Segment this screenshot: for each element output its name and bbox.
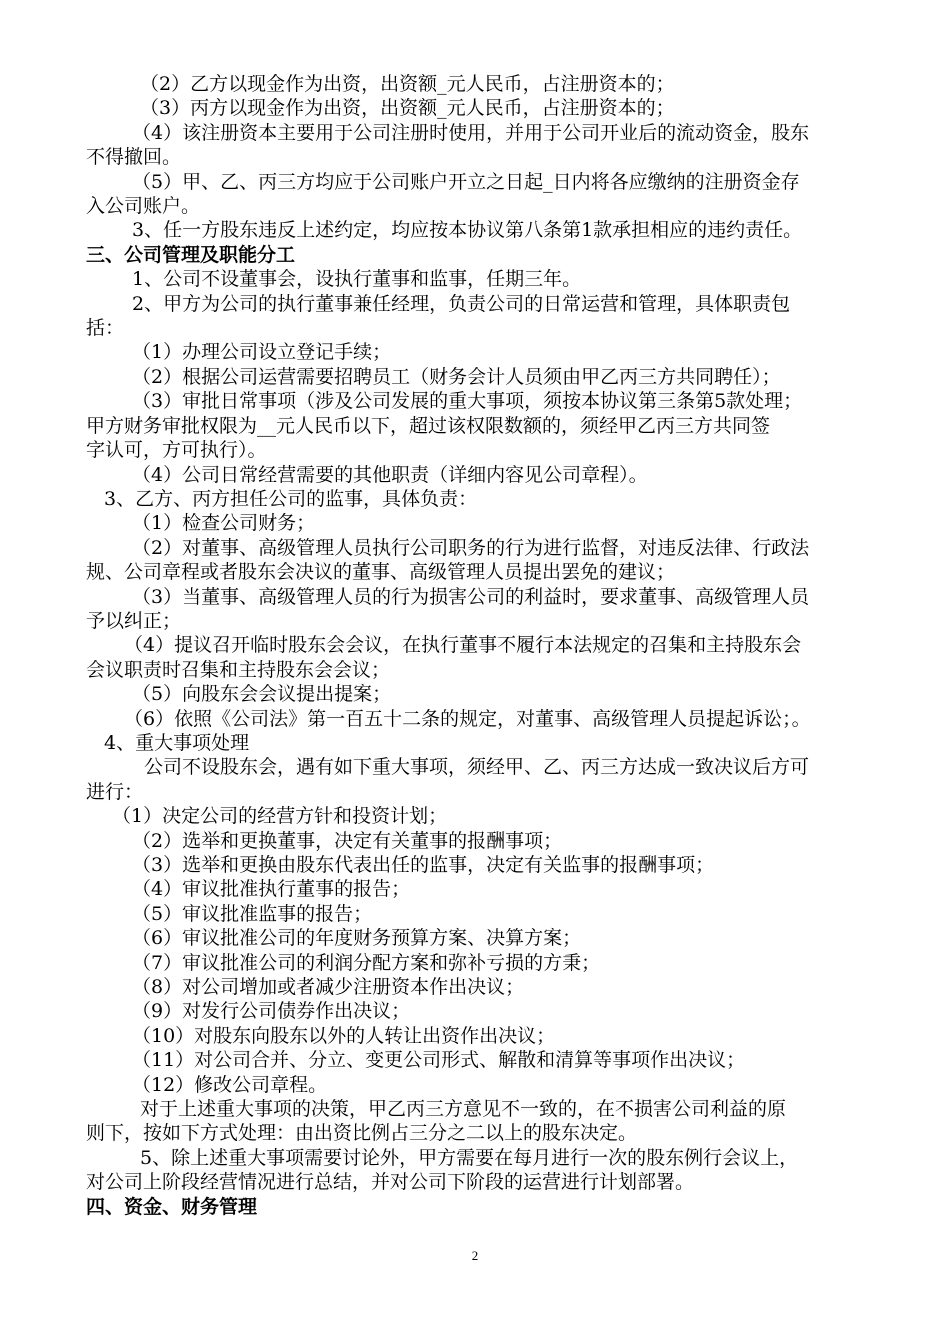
text-line: （1）办理公司设立登记手续； [132,341,392,364]
text-line: （3）选举和更换由股东代表出任的监事，决定有关监事的报酬事项； [132,854,715,876]
text-line: （3）审批日常事项（涉及公司发展的重大事项，须按本协议第三条第5款处理； [132,390,803,413]
text-line: （5）向股东会会议提出提案； [132,683,392,706]
text-line: 予以纠正； [86,609,182,632]
text-line: （2）选举和更换董事，决定有关董事的报酬事项； [132,829,563,852]
text-line: 括： [86,317,125,340]
text-line: （2）对董事、高级管理人员执行公司职务的行为进行监督，对违反法律、行政法 [132,536,810,559]
text-line: （6）依照《公司法》第一百五十二条的规定，对董事、高级管理人员提起诉讼；。 [124,707,811,730]
text-line: （4）提议召开临时股东会会议，在执行董事不履行本法规定的召集和主持股东会 [124,634,802,657]
text-line: （4）该注册资本主要用于公司注册时使用，并用于公司开业后的流动资金，股东 [132,121,810,144]
page-number: 2 [471,1248,479,1263]
text-line: （7）审议批准公司的利润分配方案和弥补亏损的方秉； [132,951,601,974]
text-line: 3、任一方股东违反上述约定，均应按本协议第八条第1款承担相应的违约责任。 [132,219,803,242]
text-line: （5）审议批准监事的报告； [132,902,373,925]
text-line: （2）根据公司运营需要招聘员工（财务会计人员须由甲乙丙三方共同聘任）； [132,365,781,388]
text-line: 2、甲方为公司的执行董事兼任经理，负责公司的日常运营和管理，具体职责包 [132,292,791,315]
section-heading: 三、公司管理及职能分工 [86,243,296,266]
text-line: 则下，按如下方式处理：由出资比例占三分之二以上的股东决定。 [86,1122,638,1145]
text-line: 不得撤回。 [86,146,182,169]
text-line: （11）对公司合并、分立、变更公司形式、解散和清算等事项作出决议； [132,1049,746,1072]
text-line: 1、公司不设董事会，设执行董事和监事，任期三年。 [132,268,582,291]
text-line: 3、乙方、丙方担任公司的监事，具体负责： [104,487,478,510]
text-line: 会议职责时召集和主持股东会会议； [86,658,391,681]
section-heading: 四、资金、财务管理 [86,1195,258,1218]
text-line: 字认可，方可执行）。 [86,439,267,462]
text-line: （9）对发行公司债券作出决议； [132,1000,411,1023]
text-line: （12）修改公司章程。 [132,1073,328,1096]
text-line: 甲方财务审批权限为__元人民币以下，超过该权限数额的，须经甲乙丙三方共同签 [86,414,771,437]
text-line: （5）甲、乙、丙三方均应于公司账户开立之日起_日内将各应缴纳的注册资金存 [132,170,800,193]
text-line: 规、公司章程或者股东会决议的董事、高级管理人员提出罢免的建议； [86,561,676,584]
text-line: 对于上述重大事项的决策，甲乙丙三方意见不一致的，在不损害公司利益的原 [140,1098,787,1121]
text-line: （4）审议批准执行董事的报告； [132,878,411,901]
text-line: （10）对股东向股东以外的人转让出资作出决议； [132,1024,556,1047]
text-line: （8）对公司增加或者减少注册资本作出决议； [132,976,525,999]
text-line: 5、除上述重大事项需要讨论外，甲方需要在每月进行一次的股东例行会议上， [140,1146,799,1169]
text-line: （6）审议批准公司的年度财务预算方案、决算方案； [132,927,582,950]
text-line: （4）公司日常经营需要的其他职责（详细内容见公司章程）。 [132,463,648,486]
text-line: 进行： [86,780,144,803]
document-body [86,72,886,1219]
text-line: （3）丙方以现金作为出资，出资额_元人民币，占注册资本的； [140,97,675,120]
text-line: （3）当董事、高级管理人员的行为损害公司的利益时，要求董事、高级管理人员 [132,585,810,608]
text-line: 入公司账户。 [86,195,201,218]
text-line: （2）乙方以现金作为出资，出资额_元人民币，占注册资本的； [140,73,675,95]
text-line: 公司不设股东会，遇有如下重大事项，须经甲、乙、丙三方达成一致决议后方可 [144,756,810,779]
text-line: 对公司上阶段经营情况进行总结，并对公司下阶段的运营进行计划部署。 [86,1171,695,1194]
text-line: （1）检查公司财务； [132,512,316,535]
text-line: 4、重大事项处理 [104,731,250,754]
text-line: （1）决定公司的经营方针和投资计划； [112,805,448,828]
